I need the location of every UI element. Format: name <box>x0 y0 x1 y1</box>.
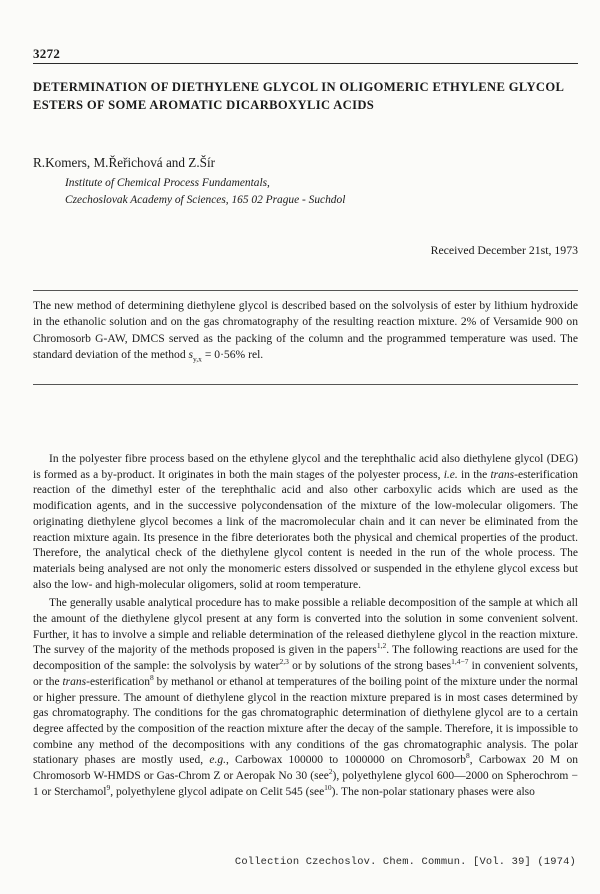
reference-mark: 2,3 <box>279 657 289 667</box>
reference-mark: 9 <box>106 782 111 792</box>
page-number: 3272 <box>33 46 61 61</box>
text-run: , polyethylene glycol adipate on Celit 545 (see <box>110 785 325 798</box>
abstract-symbol: s <box>188 347 194 361</box>
text-run: by methanol or ethanol at temperatures of the boiling point of the mixture under the normal or higher pressure. The amount of diethylene glycol in the reaction mixture prepared is in most cases determined by gas chromatography. The conditions for the gas chromatographic determination of diethylene glycol are to a certain degree affected by the composition of the reaction mixture after the decay of the sample. Therefore, it is impossible to combine any method of the decompositions with any conditions of the gas chromatographic analysis. The polar stationary phases are mostly used, <box>33 675 578 767</box>
text-run: ). The non-polar stationary phases were also <box>331 785 535 798</box>
authors: R.Komers, M.Řeřichová and Z.Šír <box>33 155 216 170</box>
text-run: or by solutions of the strong bases <box>288 660 452 673</box>
text-run: , Carbowax 100000 to 1000000 on Chromosorb <box>225 754 467 767</box>
text-run: e.g. <box>209 754 226 767</box>
paragraph-2 <box>33 596 578 800</box>
abstract <box>33 298 578 363</box>
abstract-rule-top <box>33 290 578 291</box>
header-rule <box>33 63 578 64</box>
received-date: Received December 21st, 1973 <box>430 243 578 257</box>
article-title: DETERMINATION OF DIETHYLENE GLYCOL IN OLIGOMERIC ETHYLENE GLYCOL ESTERS OF SOME AROMATIC DICARBOXYLIC ACIDS <box>33 80 564 112</box>
reference-mark: 1,2 <box>376 641 387 651</box>
text-run: The generally usable analytical procedure has to make possible a reliable decomposition of the sample at which all the amount of the diethylene glycol present at any form is converted into the solution in some convenient solvent. Further, it has to involve a simple and reliable determination of the released diethylene glycol in the reaction mixture. The survey of the majority of the methods proposed is given in the papers <box>33 597 578 657</box>
abstract-value: = 0·56% rel. <box>201 347 264 361</box>
text-run: -esterification reaction of the dimethyl ester of the terephthalic acid and also other carboxylic acids which are used as the modification agents, and in the successive polycondensation of the mixture of the low-molecular oligomers. The originating diethylene glycol becomes a link of the macromolecular chain and it can never be eliminated from the reaction mixture again. Its presence in the fibre deteriorates both the physical and chemical properties of the product. Therefore, the analytical check of the diethylene glycol content is needed in the run of the whole process. The materials being analysed are not only the monomeric esters dissolved or suspended in the ethylene glycol excess but also the low- and high-molecular oligomers, solid at room temperature. <box>33 468 578 591</box>
text-run: , Carbowax 20 M on Chromosorb W-HMDS or Gas-Chrom Z or Aeropak No 30 (see <box>33 754 578 783</box>
reference-mark: 10 <box>324 782 332 792</box>
paragraph-1 <box>33 452 578 593</box>
reference-mark: 2 <box>328 767 333 777</box>
text-run: In the polyester fibre process based on the ethylene glycol and the terephthalic acid also diethylene glycol (DEG) is formed as a by-product. It originates in both the main stages of the polyester process, <box>33 453 578 481</box>
text-run: -esterification <box>86 675 150 688</box>
text-run: in the <box>457 468 491 481</box>
reference-mark: 1,4−7 <box>451 657 469 667</box>
affiliation-line-2: Czechoslovak Academy of Sciences, 165 02 Prague - Suchdol <box>65 194 346 206</box>
text-run: trans <box>490 468 515 481</box>
text-run: ), polyethylene glycol 600—2000 on Spherochrom − 1 or Sterchamol <box>33 770 578 798</box>
text-run: . The following reactions are used for the decomposition of the sample: the solvolysis by water <box>33 644 578 673</box>
text-run: in convenient solvents, or the <box>33 660 579 688</box>
affiliation-line-1: Institute of Chemical Process Fundamentals, <box>65 177 270 189</box>
text-run: trans <box>62 675 87 688</box>
abstract-subscript: y,x <box>193 354 202 364</box>
reference-mark: 8 <box>466 751 470 761</box>
abstract-text: The new method of determining diethylene glycol is described based on the solvolysis of ester by lithium hydroxide in the ethanolic solution and on the gas chromatography of the resulting reaction mixture. 2% of Versamide 900 on Chromosorb G-AW, DMCS served as the packing of the column and the programmed temperature was used. The standard deviation of the method <box>33 299 578 361</box>
body-text <box>33 452 578 800</box>
text-run: i.e. <box>443 468 458 481</box>
journal-footer: Collection Czechoslov. Chem. Commun. [Vol. 39] (1974) <box>234 856 576 868</box>
reference-mark: 8 <box>150 673 154 683</box>
abstract-rule-bottom <box>33 384 578 385</box>
